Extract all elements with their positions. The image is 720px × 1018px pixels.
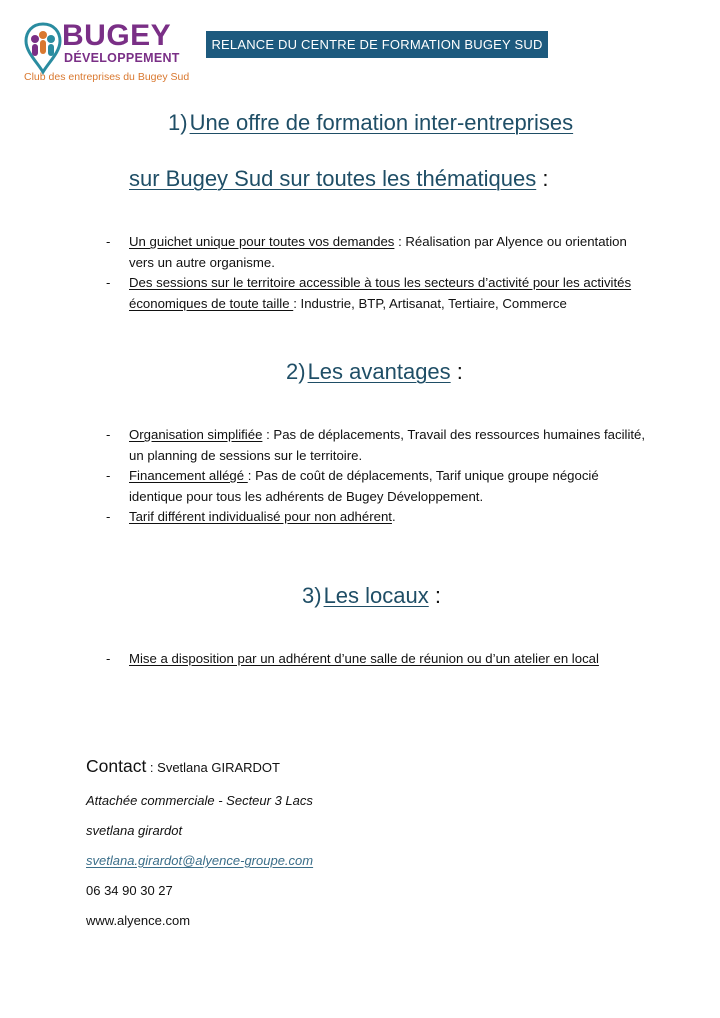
section2-heading [286, 359, 463, 385]
section1-title-line2: sur Bugey Sud sur toutes les thématiques [129, 166, 537, 191]
bullet-text: : Réalisation par Alyence ou orientation vers un autre organisme. [129, 234, 627, 270]
section3-bullet-list [106, 649, 666, 670]
bullet-dash: - [106, 651, 111, 666]
contact-website[interactable]: www.alyence.com [86, 913, 191, 928]
list-item [106, 273, 646, 314]
bullet-underlined-text: Des sessions sur le territoire accessible à tous les secteurs d’activité pour les activités économiques de toute taille [129, 275, 632, 311]
bugey-logo [24, 20, 194, 88]
bullet-text: : Industrie, BTP, Artisanat, Tertiaire, Commerce [293, 295, 567, 311]
contact-signature: svetlana girardot [86, 823, 183, 838]
section1-colon: : [536, 166, 549, 191]
section1-title-line1: Une offre de formation inter-entreprises [189, 110, 574, 135]
section1-bullet-list [106, 232, 646, 314]
bullet-dash: - [106, 509, 111, 524]
logo-tagline: Club des entreprises du Bugey Sud [24, 71, 190, 83]
section2-title: Les avantages [307, 359, 451, 384]
section3-heading [302, 583, 441, 609]
logo-subtitle: DÉVELOPPEMENT [64, 51, 180, 65]
section2-colon: : [450, 359, 463, 384]
section1-heading-line2 [129, 166, 548, 192]
contact-email-line [86, 846, 486, 876]
bullet-underlined-text: Un guichet unique pour toutes vos demandes [129, 234, 395, 249]
bullet-dash: - [106, 427, 111, 442]
contact-label: Contact [86, 756, 147, 776]
list-item [106, 649, 666, 670]
contact-email-link[interactable]: svetlana.girardot@alyence-groupe.com [86, 853, 314, 868]
bullet-underlined-text: Financement allégé [129, 468, 248, 483]
contact-role: Attachée commerciale - Secteur 3 Lacs [86, 793, 313, 808]
section2-bullet-list [106, 425, 646, 528]
contact-phone: 06 34 90 30 27 [86, 883, 173, 898]
section3-number: 3) [302, 583, 322, 608]
section1-heading-line1 [168, 110, 573, 136]
bullet-underlined-text: Organisation simplifiée [129, 427, 263, 442]
list-item [106, 466, 646, 507]
logo-title: BUGEY [62, 19, 172, 52]
list-item [106, 507, 646, 528]
bullet-underlined-text: Tarif différent individualisé pour non adhérent [129, 509, 392, 524]
section3-title: Les locaux [323, 583, 429, 608]
contact-name: : Svetlana GIRARDOT [146, 760, 280, 775]
bullet-text: : Pas de déplacements, Travail des ressources humaines facilité, un planning de sessions sur le territoire. [129, 427, 646, 463]
bullet-text: : Pas de coût de déplacements, Tarif unique groupe négocié identique pour tous les adhérents de Bugey Développement. [129, 468, 599, 504]
section2-number: 2) [286, 359, 306, 384]
contact-heading [86, 754, 486, 780]
section1-number: 1) [168, 110, 188, 135]
bullet-underlined-text: Mise a disposition par un adhérent d’une salle de réunion ou d’un atelier en local [129, 651, 599, 666]
header-banner: RELANCE DU CENTRE DE FORMATION BUGEY SUD [206, 31, 548, 58]
bullet-dash: - [106, 468, 111, 483]
contact-block [86, 754, 486, 936]
list-item [106, 232, 646, 273]
bullet-text: . [391, 509, 396, 524]
bullet-dash: - [106, 275, 111, 290]
bullet-dash: - [106, 234, 111, 249]
list-item [106, 425, 646, 466]
section3-colon: : [428, 583, 441, 608]
